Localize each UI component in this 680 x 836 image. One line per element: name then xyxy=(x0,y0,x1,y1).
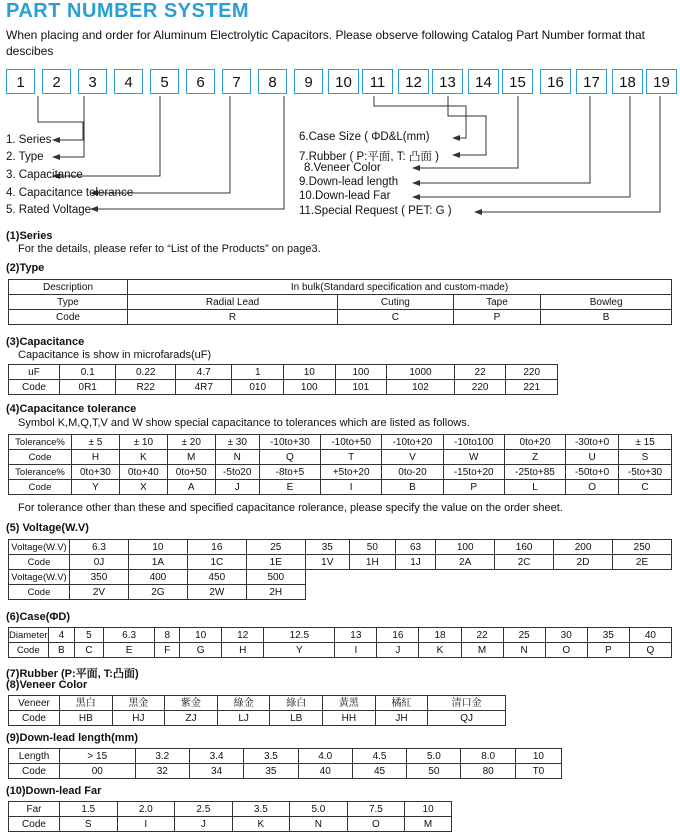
row-header-cell: Far xyxy=(9,802,60,817)
table-cell: 63 xyxy=(395,540,435,555)
table-cell: 0to+30 xyxy=(72,465,120,480)
table-cell: -10to100 xyxy=(443,435,504,450)
table-cell: -8to+5 xyxy=(259,465,320,480)
table-cell: 2.5 xyxy=(175,802,233,817)
table-cell: 1000 xyxy=(387,365,455,380)
table-cell: O xyxy=(347,817,405,832)
case-table xyxy=(8,627,672,658)
table-cell: 0to+20 xyxy=(504,435,565,450)
table-cell: -10to+50 xyxy=(321,435,382,450)
table-cell: E xyxy=(259,480,320,495)
empty-cell xyxy=(395,570,435,585)
table-cell: 101 xyxy=(335,380,387,395)
table-cell: 10 xyxy=(405,802,452,817)
table-cell: 4R7 xyxy=(176,380,232,395)
table-row xyxy=(9,365,558,380)
table-cell: 黑白 xyxy=(60,696,113,711)
table-row xyxy=(9,711,506,726)
row-header-cell: Code xyxy=(9,711,60,726)
table-cell: M xyxy=(461,643,503,658)
table-cell: 2A xyxy=(436,555,495,570)
table-cell: -5to+30 xyxy=(619,465,672,480)
table-cell: > 15 xyxy=(60,749,136,764)
table-cell: L xyxy=(504,480,565,495)
table-row xyxy=(9,540,672,555)
table-cell: F xyxy=(155,643,180,658)
table-cell: -30to+0 xyxy=(566,435,619,450)
table-row xyxy=(9,802,452,817)
table-cell: 220 xyxy=(454,380,506,395)
table-row xyxy=(9,817,452,832)
table-cell: O xyxy=(566,480,619,495)
table-row xyxy=(9,570,672,585)
downlead-length-heading: (9)Down-lead length(mm) xyxy=(6,732,138,744)
table-cell: A xyxy=(167,480,215,495)
empty-cell xyxy=(495,570,554,585)
table-cell: M xyxy=(167,450,215,465)
table-cell: E xyxy=(103,643,155,658)
table-cell: 102 xyxy=(387,380,455,395)
table-row xyxy=(9,435,672,450)
table-cell: 1 xyxy=(232,365,284,380)
table-cell: Radial Lead xyxy=(128,295,338,310)
table-cell: 100 xyxy=(284,380,336,395)
legend-tolerance: 4. Capacitance tolerance xyxy=(6,187,134,199)
table-cell: P xyxy=(587,643,629,658)
table-cell: 7.5 xyxy=(347,802,405,817)
table-cell: 1A xyxy=(128,555,187,570)
table-cell: N xyxy=(290,817,348,832)
table-cell: In bulk(Standard specification and custom-made) xyxy=(128,280,672,295)
row-header-cell: Length xyxy=(9,749,60,764)
table-cell: T0 xyxy=(515,764,561,779)
table-cell: 450 xyxy=(187,570,246,585)
veneer-heading: (8)Veneer Color xyxy=(6,679,88,691)
table-cell: Y xyxy=(264,643,335,658)
table-cell: 5.0 xyxy=(290,802,348,817)
table-cell: ± 20 xyxy=(167,435,215,450)
empty-cell xyxy=(554,570,613,585)
table-cell: 25 xyxy=(246,540,305,555)
table-cell: 35 xyxy=(587,628,629,643)
series-heading: (1)Series xyxy=(6,230,53,242)
table-cell: 2G xyxy=(128,585,187,600)
table-cell: 5 xyxy=(75,628,104,643)
downlead-far-heading: (10)Down-lead Far xyxy=(6,785,102,797)
table-cell: C xyxy=(338,310,454,325)
table-cell: -5to20 xyxy=(215,465,259,480)
row-header-cell: Code xyxy=(9,310,128,325)
table-cell: I xyxy=(321,480,382,495)
table-cell: 2V xyxy=(70,585,129,600)
table-cell: G xyxy=(180,643,222,658)
table-cell: J xyxy=(377,643,419,658)
legend-voltage: 5. Rated Voltage xyxy=(6,204,92,216)
digit-box: 12 xyxy=(398,69,429,94)
table-cell: QJ xyxy=(428,711,506,726)
table-cell: Cuting xyxy=(338,295,454,310)
table-cell: 1J xyxy=(395,555,435,570)
empty-cell xyxy=(305,585,349,600)
table-cell: 40 xyxy=(629,628,671,643)
table-cell: 黃黑 xyxy=(323,696,376,711)
digit-box: 19 xyxy=(646,69,677,94)
table-cell: 500 xyxy=(246,570,305,585)
downlead-length-table xyxy=(8,748,562,779)
empty-cell xyxy=(613,585,672,600)
tolerance-table xyxy=(8,434,672,495)
row-header-cell: Type xyxy=(9,295,128,310)
table-cell: O xyxy=(545,643,587,658)
table-cell: 35 xyxy=(305,540,349,555)
table-cell: K xyxy=(232,817,290,832)
table-cell: 2W xyxy=(187,585,246,600)
table-cell: 220 xyxy=(506,365,558,380)
table-cell: -10to+20 xyxy=(382,435,443,450)
empty-cell xyxy=(436,585,495,600)
table-cell: HH xyxy=(323,711,376,726)
legend-capacitance: 3. Capacitance xyxy=(6,169,83,181)
table-cell: 0.22 xyxy=(116,365,176,380)
table-cell: HJ xyxy=(112,711,165,726)
table-cell: 5.0 xyxy=(407,749,461,764)
table-cell: 80 xyxy=(461,764,515,779)
table-cell: 010 xyxy=(232,380,284,395)
table-cell: 6.3 xyxy=(103,628,155,643)
table-cell: 1V xyxy=(305,555,349,570)
row-header-cell: Code xyxy=(9,450,72,465)
rubber-heading: (7)Rubber (P:平面, T:凸面) xyxy=(6,668,139,680)
table-cell: 8.0 xyxy=(461,749,515,764)
table-cell: H xyxy=(72,450,120,465)
table-cell: 18 xyxy=(419,628,461,643)
row-header-cell: Voltage(W.V) xyxy=(9,570,70,585)
table-cell: 黑金 xyxy=(112,696,165,711)
empty-cell xyxy=(554,585,613,600)
digit-box: 3 xyxy=(78,69,107,94)
table-cell: 0to-20 xyxy=(382,465,443,480)
table-cell: S xyxy=(60,817,118,832)
table-cell: -25to+85 xyxy=(504,465,565,480)
table-cell: 2.0 xyxy=(117,802,175,817)
table-cell: LB xyxy=(270,711,323,726)
table-row xyxy=(9,628,672,643)
row-header-cell: Code xyxy=(9,643,49,658)
table-row xyxy=(9,555,672,570)
table-cell: 350 xyxy=(70,570,129,585)
table-cell: 100 xyxy=(436,540,495,555)
digit-box: 2 xyxy=(42,69,71,94)
row-header-cell: Code xyxy=(9,555,70,570)
table-cell: HB xyxy=(60,711,113,726)
table-cell: Bowleg xyxy=(541,295,672,310)
table-cell: 22 xyxy=(461,628,503,643)
tolerance-text: Symbol K,M,Q,T,V and W show special capacitance to tolerances which are listed as follows. xyxy=(18,417,470,429)
type-heading: (2)Type xyxy=(6,262,45,274)
table-cell: Q xyxy=(629,643,671,658)
case-heading: (6)Case(ΦD) xyxy=(6,611,71,623)
legend-rubber: 7.Rubber ( P:平面, T: 凸面 ) xyxy=(299,151,439,163)
empty-cell xyxy=(436,570,495,585)
type-table xyxy=(8,279,672,325)
table-row xyxy=(9,480,672,495)
table-cell: 10 xyxy=(284,365,336,380)
table-cell: 10 xyxy=(128,540,187,555)
table-cell: N xyxy=(215,450,259,465)
table-cell: K xyxy=(119,450,167,465)
voltage-table xyxy=(8,539,672,600)
table-cell: 4.5 xyxy=(352,749,406,764)
table-cell: R xyxy=(128,310,338,325)
table-cell: 45 xyxy=(352,764,406,779)
table-cell: S xyxy=(619,450,672,465)
digit-box: 9 xyxy=(294,69,323,94)
row-header-cell: Code xyxy=(9,380,60,395)
table-cell: J xyxy=(215,480,259,495)
digit-box: 16 xyxy=(540,69,571,94)
row-header-cell: Voltage(W.V) xyxy=(9,540,70,555)
table-row xyxy=(9,749,562,764)
table-row xyxy=(9,696,506,711)
table-cell: ± 10 xyxy=(119,435,167,450)
table-cell: 8 xyxy=(155,628,180,643)
capacitance-text: Capacitance is show in microfarads(uF) xyxy=(18,349,212,361)
table-cell: 250 xyxy=(613,540,672,555)
table-cell: ± 15 xyxy=(619,435,672,450)
table-cell: Tape xyxy=(453,295,541,310)
digit-box: 8 xyxy=(258,69,287,94)
table-cell: 綠金 xyxy=(217,696,270,711)
table-cell: 1H xyxy=(349,555,395,570)
legend-type: 2. Type xyxy=(6,151,44,163)
table-cell: 3.5 xyxy=(244,749,298,764)
table-row xyxy=(9,643,672,658)
table-cell: -50to+0 xyxy=(566,465,619,480)
table-cell: -15to+20 xyxy=(443,465,504,480)
table-cell: 50 xyxy=(349,540,395,555)
digit-box: 1 xyxy=(6,69,35,94)
empty-cell xyxy=(305,570,349,585)
table-cell: 221 xyxy=(506,380,558,395)
table-row xyxy=(9,310,672,325)
table-row xyxy=(9,380,558,395)
table-cell: B xyxy=(48,643,75,658)
row-header-cell: Description xyxy=(9,280,128,295)
table-cell: -10to+30 xyxy=(259,435,320,450)
table-cell: R22 xyxy=(116,380,176,395)
table-cell: 0to+40 xyxy=(119,465,167,480)
digit-box: 18 xyxy=(612,69,643,94)
intro-text: When placing and order for Aluminum Electrolytic Capacitors. Please observe following Catalog Part Number format that descibes xyxy=(6,28,645,58)
table-cell: 10 xyxy=(180,628,222,643)
table-cell: ZJ xyxy=(165,711,218,726)
row-header-cell: Tolerance% xyxy=(9,465,72,480)
table-cell: B xyxy=(541,310,672,325)
digit-box: 6 xyxy=(186,69,215,94)
table-cell: 橘紅 xyxy=(375,696,428,711)
page-title: PART NUMBER SYSTEM xyxy=(6,0,250,22)
row-header-cell: Code xyxy=(9,764,60,779)
table-cell: T xyxy=(321,450,382,465)
tolerance-heading: (4)Capacitance tolerance xyxy=(6,403,137,415)
table-cell: +5to+20 xyxy=(321,465,382,480)
table-cell: 1C xyxy=(187,555,246,570)
table-cell: 2D xyxy=(554,555,613,570)
table-cell: 0to+50 xyxy=(167,465,215,480)
legend-downlead-length: 9.Down-lead length xyxy=(299,176,399,188)
table-cell: 35 xyxy=(244,764,298,779)
table-cell: LJ xyxy=(217,711,270,726)
row-header-cell: Code xyxy=(9,585,70,600)
table-cell: 4.0 xyxy=(298,749,352,764)
digit-box: 17 xyxy=(576,69,607,94)
table-cell: N xyxy=(503,643,545,658)
table-cell: 2H xyxy=(246,585,305,600)
legend-downlead-far: 10.Down-lead Far xyxy=(299,190,391,202)
table-cell: 160 xyxy=(495,540,554,555)
legend-case-size: 6.Case Size ( ΦD&L(mm) xyxy=(299,131,430,143)
table-cell: 40 xyxy=(298,764,352,779)
digit-box: 7 xyxy=(222,69,251,94)
table-cell: 400 xyxy=(128,570,187,585)
table-cell: 34 xyxy=(189,764,243,779)
table-cell: 1.5 xyxy=(60,802,118,817)
table-cell: Y xyxy=(72,480,120,495)
table-cell: 30 xyxy=(545,628,587,643)
table-cell: B xyxy=(382,480,443,495)
table-cell: V xyxy=(382,450,443,465)
table-cell: I xyxy=(335,643,377,658)
table-cell: ± 5 xyxy=(72,435,120,450)
table-cell: 25 xyxy=(503,628,545,643)
table-cell: 16 xyxy=(377,628,419,643)
digit-box: 4 xyxy=(114,69,143,94)
table-cell: K xyxy=(419,643,461,658)
empty-cell xyxy=(395,585,435,600)
row-header-cell: Diameter xyxy=(9,629,48,641)
table-cell: M xyxy=(405,817,452,832)
digit-box: 11 xyxy=(362,69,393,94)
capacitance-table xyxy=(8,364,558,395)
table-row xyxy=(9,280,672,295)
digit-box: 10 xyxy=(328,69,359,94)
table-cell: Z xyxy=(504,450,565,465)
table-cell: 200 xyxy=(554,540,613,555)
table-cell: C xyxy=(619,480,672,495)
table-cell: ± 30 xyxy=(215,435,259,450)
table-cell: 32 xyxy=(135,764,189,779)
table-cell: X xyxy=(119,480,167,495)
tolerance-note: For tolerance other than these and specified capacitance rolerance, please specify the value on the order sheet. xyxy=(18,502,563,514)
empty-cell xyxy=(613,570,672,585)
digit-box: 13 xyxy=(432,69,463,94)
row-header-cell: uF xyxy=(9,365,60,380)
row-header-cell: Code xyxy=(9,817,60,832)
capacitance-heading: (3)Capacitance xyxy=(6,336,85,348)
table-cell: 13 xyxy=(335,628,377,643)
legend-series: 1. Series xyxy=(6,134,52,146)
table-row xyxy=(9,295,672,310)
table-cell: 2C xyxy=(495,555,554,570)
table-cell: 4 xyxy=(48,628,75,643)
table-cell: 10 xyxy=(515,749,561,764)
table-cell: 0J xyxy=(70,555,129,570)
table-cell: 12.5 xyxy=(264,628,335,643)
empty-cell xyxy=(349,585,395,600)
table-cell: W xyxy=(443,450,504,465)
table-cell: 3.2 xyxy=(135,749,189,764)
table-cell: 清口金 xyxy=(428,696,506,711)
table-cell: 1E xyxy=(246,555,305,570)
table-cell: 0.1 xyxy=(60,365,116,380)
table-cell: 2E xyxy=(613,555,672,570)
table-cell: 綠白 xyxy=(270,696,323,711)
digit-box: 14 xyxy=(468,69,499,94)
row-header-cell: Code xyxy=(9,480,72,495)
table-cell: 50 xyxy=(407,764,461,779)
table-cell: 0R1 xyxy=(60,380,116,395)
table-cell: 4.7 xyxy=(176,365,232,380)
series-text: For the details, please refer to “List of the Products” on page3. xyxy=(18,243,321,255)
table-cell: 00 xyxy=(60,764,136,779)
table-cell: J xyxy=(175,817,233,832)
legend-veneer: 8.Veneer Color xyxy=(304,162,381,174)
table-cell: C xyxy=(75,643,104,658)
table-cell: 16 xyxy=(187,540,246,555)
table-cell: U xyxy=(566,450,619,465)
table-row xyxy=(9,465,672,480)
row-header-cell: Tolerance% xyxy=(9,435,72,450)
table-row xyxy=(9,764,562,779)
table-cell: P xyxy=(453,310,541,325)
table-cell: JH xyxy=(375,711,428,726)
empty-cell xyxy=(349,570,395,585)
table-cell: P xyxy=(443,480,504,495)
digit-box: 5 xyxy=(150,69,179,94)
downlead-far-table xyxy=(8,801,452,832)
table-cell: Q xyxy=(259,450,320,465)
table-cell: 紫金 xyxy=(165,696,218,711)
table-cell: H xyxy=(222,643,264,658)
table-cell: 12 xyxy=(222,628,264,643)
table-cell: 3.5 xyxy=(232,802,290,817)
row-header-cell: Veneer xyxy=(9,696,60,711)
table-row xyxy=(9,585,672,600)
voltage-heading: (5) Voltage(W.V) xyxy=(6,522,89,534)
table-cell: 6.3 xyxy=(70,540,129,555)
legend-special-request: 11.Special Request ( PET: G ) xyxy=(299,205,452,217)
table-cell: 22 xyxy=(454,365,506,380)
digit-box: 15 xyxy=(502,69,533,94)
veneer-table xyxy=(8,695,506,726)
table-cell: 100 xyxy=(335,365,387,380)
table-row xyxy=(9,450,672,465)
empty-cell xyxy=(495,585,554,600)
table-cell: 3.4 xyxy=(189,749,243,764)
table-cell: I xyxy=(117,817,175,832)
